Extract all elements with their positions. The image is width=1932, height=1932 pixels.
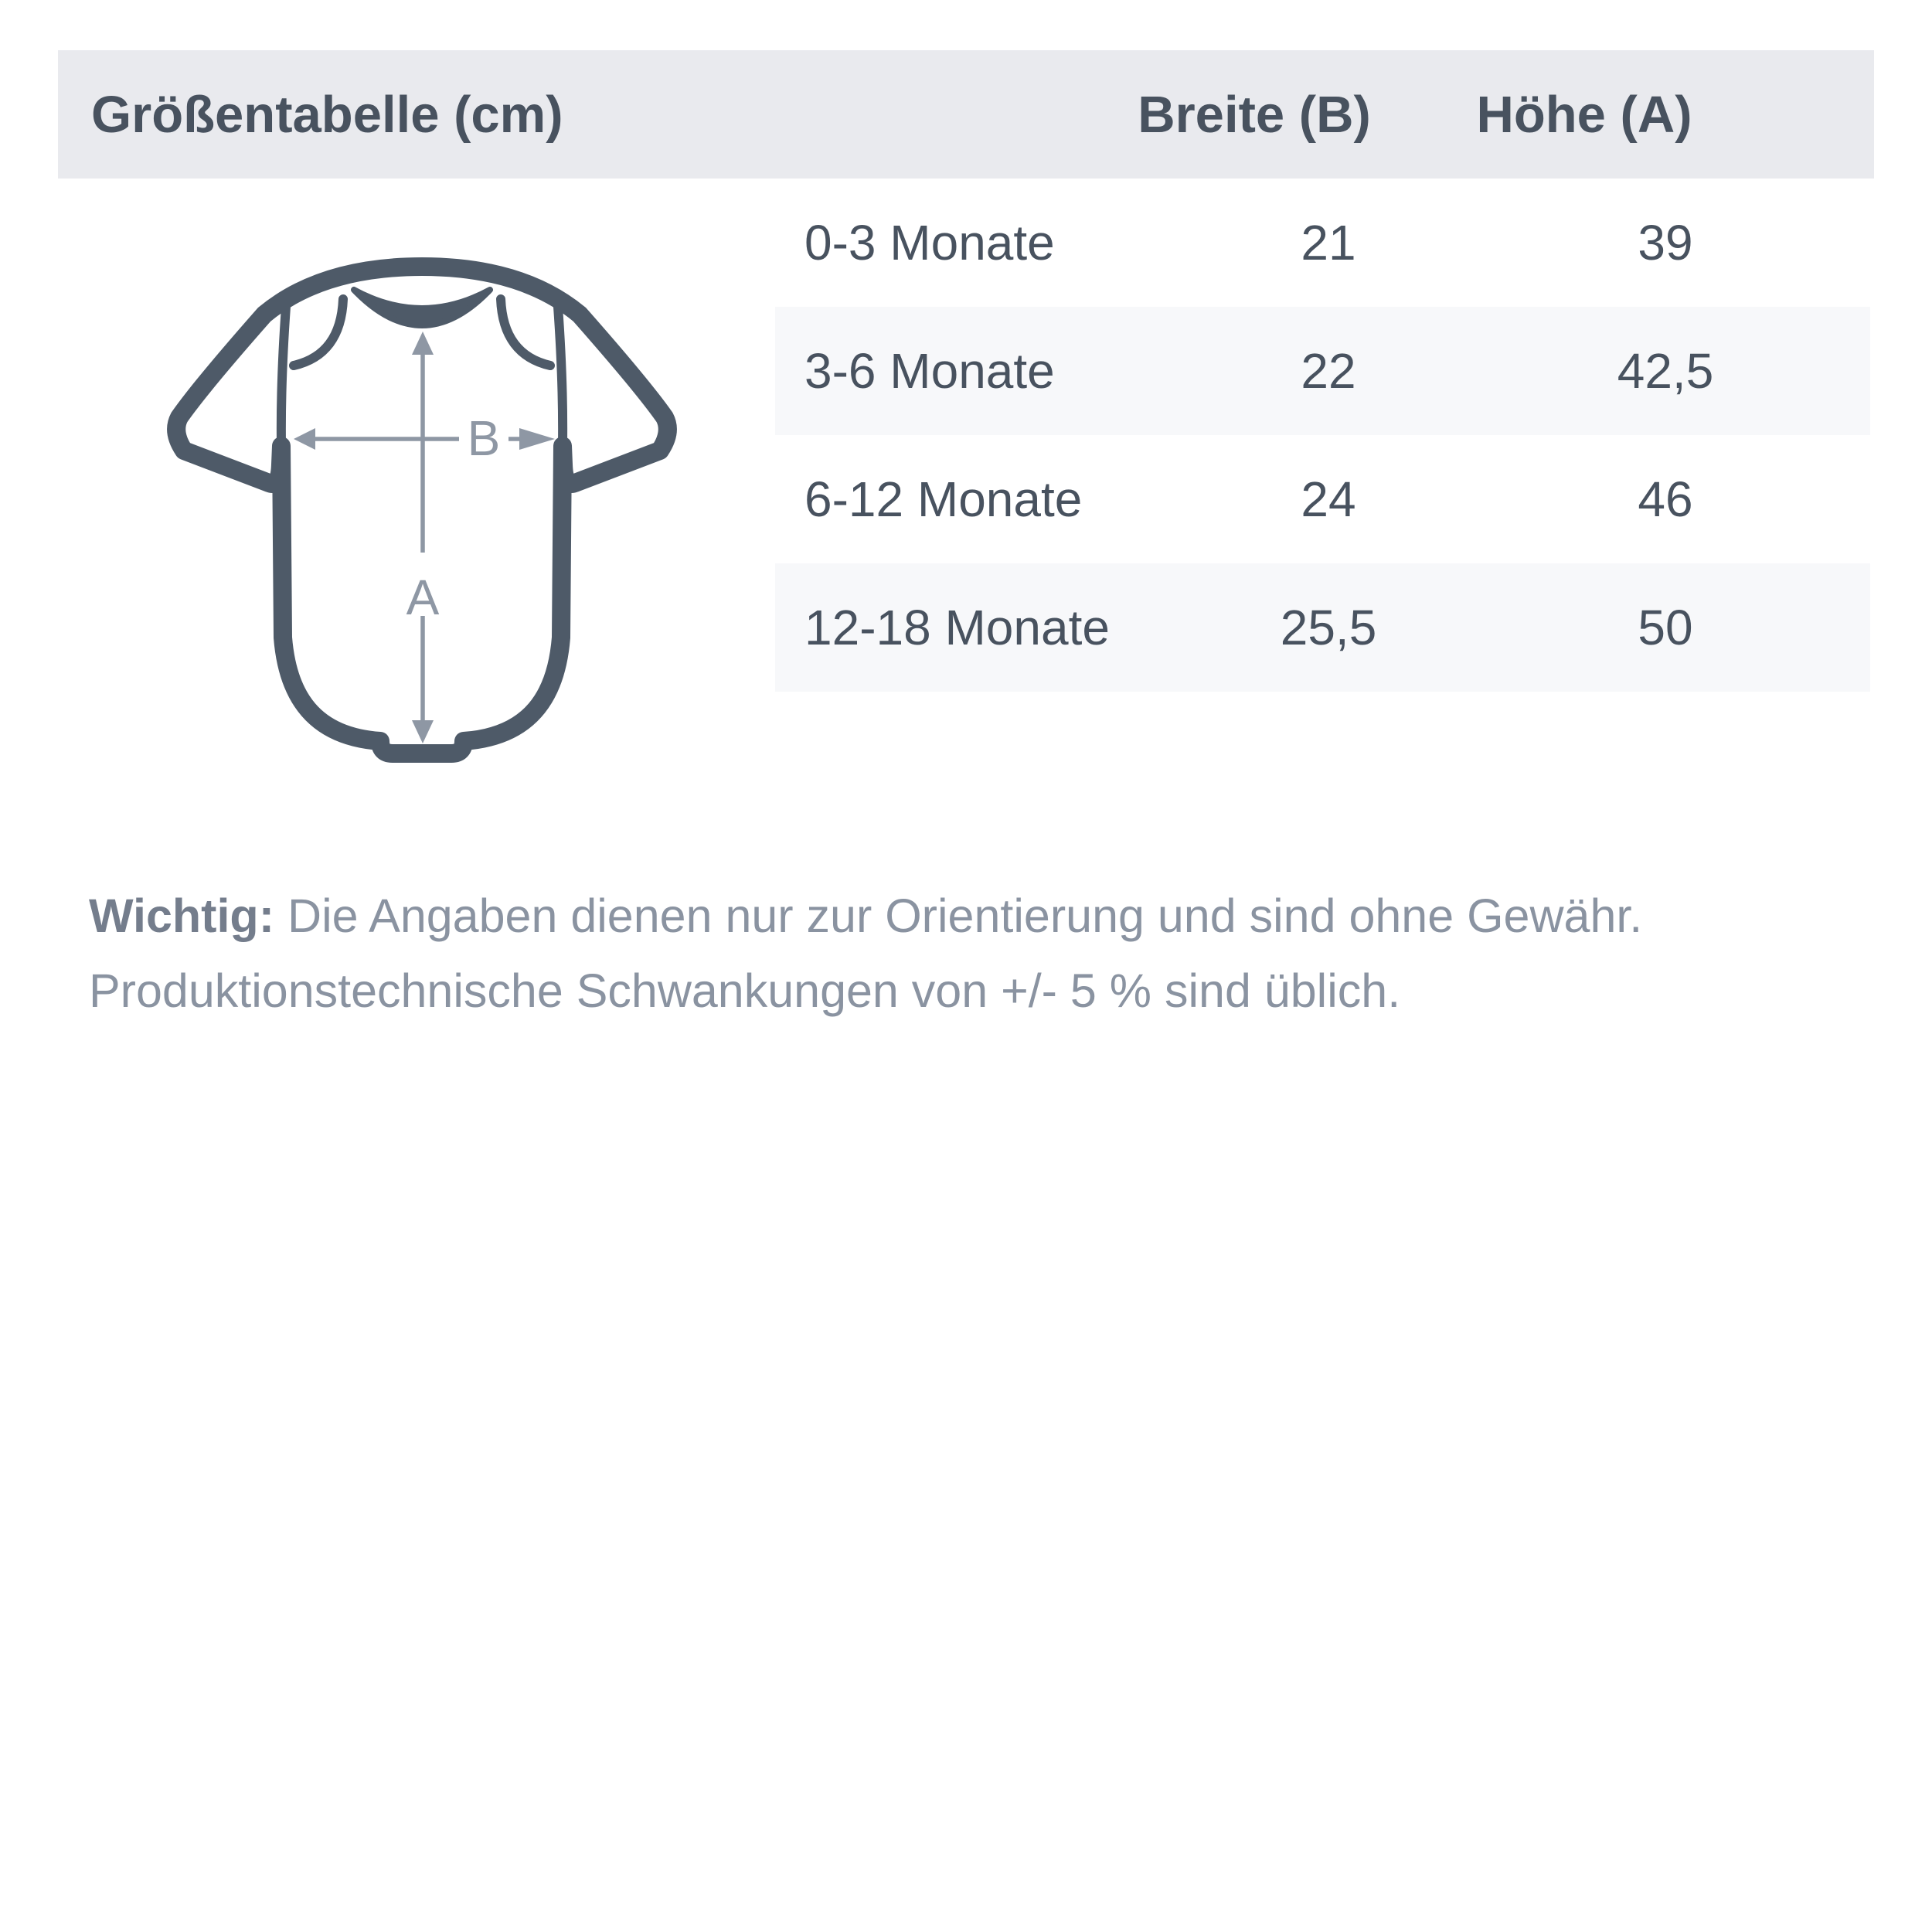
table-row (775, 179, 1870, 307)
row-label: 6-12 Monate (804, 471, 1083, 527)
row-label: 3-6 Monate (804, 343, 1055, 399)
baby-bodysuit-diagram (156, 251, 689, 792)
breite-value: 24 (1301, 471, 1356, 527)
hoehe-value: 46 (1638, 471, 1693, 527)
right-sleeve-seam (558, 307, 563, 444)
breite-value: 22 (1301, 343, 1356, 399)
row-label: 0-3 Monate (804, 215, 1055, 270)
table-row (775, 563, 1870, 692)
size-table (775, 179, 1870, 692)
column-header-hoehe: Höhe (A) (1476, 85, 1692, 144)
column-header-breite: Breite (B) (1138, 85, 1371, 144)
hoehe-value: 50 (1638, 600, 1693, 655)
height-label: A (406, 570, 440, 625)
note-lead: Wichtig: (89, 889, 275, 942)
table-row (775, 435, 1870, 563)
hoehe-value: 39 (1638, 215, 1693, 270)
left-sleeve-seam (281, 307, 286, 444)
row-label: 12-18 Monate (804, 600, 1110, 655)
breite-value: 21 (1301, 215, 1356, 270)
hoehe-value: 42,5 (1617, 343, 1714, 399)
note-line-2: Produktionstechnische Schwankungen von +/- 5 % sind üblich. (89, 964, 1401, 1017)
size-chart-header (58, 50, 1874, 179)
width-label: B (467, 410, 501, 466)
disclaimer-note (89, 879, 1859, 1029)
note-line-1: Die Angaben dienen nur zur Orientierung und sind ohne Gewähr. (287, 889, 1643, 942)
table-row (775, 307, 1870, 435)
breite-value: 25,5 (1280, 600, 1377, 655)
size-chart-title: Größentabelle (cm) (91, 85, 563, 144)
